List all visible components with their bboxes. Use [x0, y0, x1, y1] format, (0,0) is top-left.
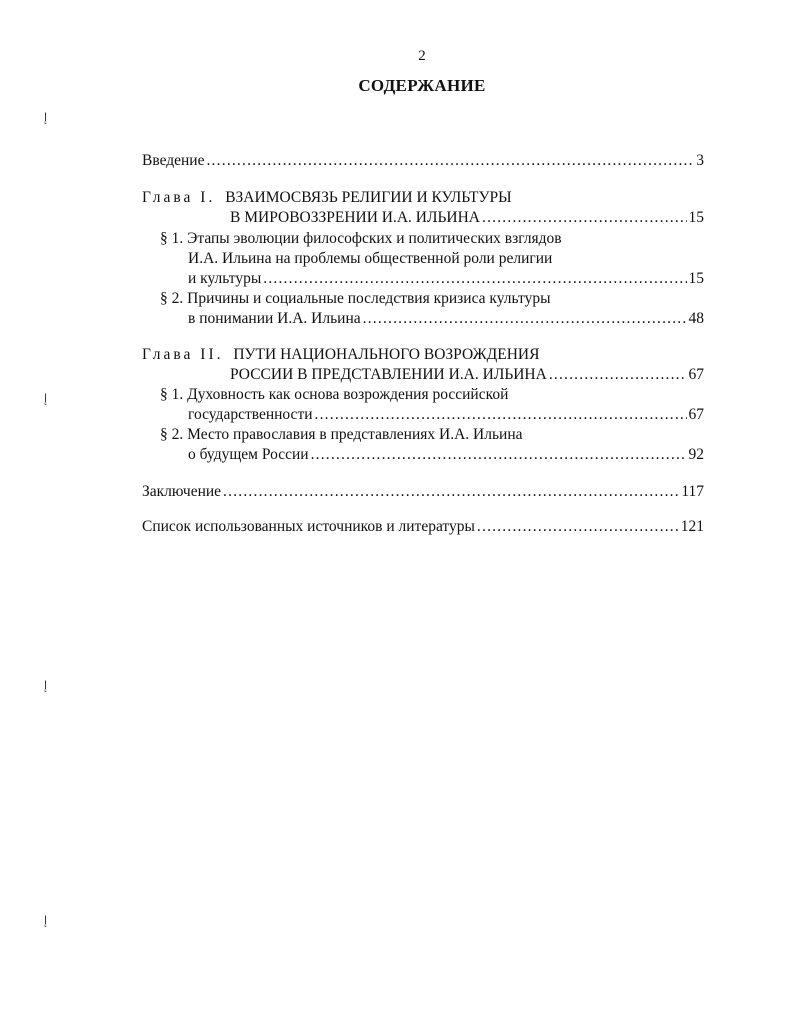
chapter-2-title-line2 — [230, 365, 704, 384]
section-2-1-line2 — [188, 405, 704, 424]
section-line: и культуры — [188, 270, 262, 287]
toc-entry-page: 117 — [681, 483, 704, 500]
section-2-2-line1: § 2. Место православия в представлениях И.А. Ильина — [160, 426, 523, 443]
page-number: 2 — [418, 48, 426, 64]
section-line: о будущем России — [188, 446, 309, 463]
section-2-2-line2 — [188, 445, 704, 464]
dot-leader — [363, 309, 687, 328]
toc-entry-references — [142, 517, 704, 536]
toc-entry-page: 67 — [688, 406, 704, 423]
toc-entry-label: Введение — [142, 152, 205, 169]
toc-entry-label: Список использованных источников и литературы — [142, 518, 475, 535]
toc-entry-page: 67 — [688, 366, 704, 383]
dot-leader — [263, 269, 686, 288]
toc-entry-page: 48 — [688, 310, 704, 327]
toc-entry-page: 92 — [688, 446, 704, 463]
section-1-1-line2: И.А. Ильина на проблемы общественной роли религии — [188, 250, 553, 267]
toc-entry-page: 3 — [696, 152, 704, 169]
dot-leader — [315, 405, 687, 424]
toc-entry-conclusion — [142, 482, 704, 501]
dot-leader — [311, 445, 687, 464]
section-1-1-line1: § 1. Этапы эволюции философских и политических взглядов — [160, 230, 562, 247]
chapter-title-line2: В МИРОВОЗЗРЕНИИ И.А. ИЛЬИНА — [230, 209, 480, 226]
dot-leader — [477, 517, 679, 536]
dot-leader — [549, 365, 687, 384]
toc-entry-page: 121 — [680, 518, 704, 535]
chapter-prefix: Глава II. — [142, 346, 224, 363]
dot-leader — [206, 151, 694, 170]
section-line: государственности — [188, 406, 313, 423]
section-line: в понимании И.А. Ильина — [188, 310, 361, 327]
scan-mark: ﺇ — [44, 111, 48, 124]
section-1-2-line1: § 2. Причины и социальные последствия кризиса культуры — [160, 290, 551, 307]
chapter-1-title-line2 — [230, 208, 704, 227]
chapter-2-heading — [142, 345, 539, 364]
section-2-1-line1: § 1. Духовность как основа возрождения российской — [160, 386, 509, 403]
toc-entry-page: 15 — [688, 270, 704, 287]
page-title: СОДЕРЖАНИЕ — [358, 76, 486, 95]
section-1-2-line2 — [188, 309, 704, 328]
toc-entry-label: Заключение — [142, 483, 222, 500]
dot-leader — [223, 482, 679, 501]
dot-leader — [482, 208, 687, 227]
scan-mark: ﺇ — [44, 392, 48, 405]
chapter-prefix: Глава I. — [142, 189, 216, 206]
toc-entry-intro — [142, 151, 704, 170]
scan-mark: ﺇ — [44, 914, 48, 927]
section-1-1-line3 — [188, 269, 704, 288]
chapter-1-heading — [142, 188, 512, 207]
chapter-title-line1: ПУТИ НАЦИОНАЛЬНОГО ВОЗРОЖДЕНИЯ — [233, 346, 540, 363]
toc-entry-page: 15 — [688, 209, 704, 226]
chapter-title-line1: ВЗАИМОСВЯЗЬ РЕЛИГИИ И КУЛЬТУРЫ — [225, 189, 512, 206]
chapter-title-line2: РОССИИ В ПРЕДСТАВЛЕНИИ И.А. ИЛЬИНА — [230, 366, 547, 383]
scan-mark: ﺇ — [44, 679, 48, 692]
